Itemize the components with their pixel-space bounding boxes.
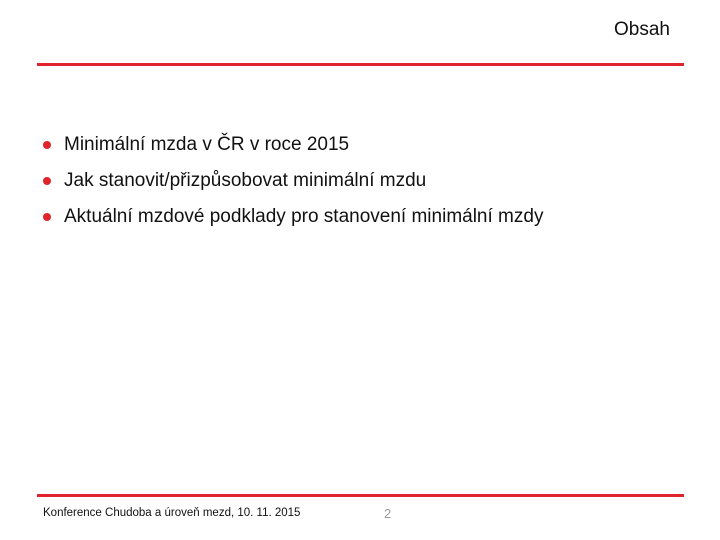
- bullet-dot-icon: [43, 213, 51, 221]
- footer-divider: [37, 494, 684, 497]
- agenda-item-label: Jak stanovit/přizpůsobovat minimální mzdu: [64, 170, 427, 191]
- agenda-list: [43, 127, 543, 235]
- footer-caption: Konference Chudoba a úroveň mezd, 10. 11. 2015: [43, 507, 301, 519]
- agenda-item: [43, 199, 543, 235]
- agenda-item: [43, 163, 543, 199]
- agenda-item-label: Minimální mzda v ČR v roce 2015: [64, 134, 350, 155]
- bullet-dot-icon: [43, 141, 51, 149]
- title-divider: [37, 63, 684, 66]
- slide-title: Obsah: [614, 19, 670, 40]
- agenda-item-label: Aktuální mzdové podklady pro stanovení minimální mzdy: [64, 206, 544, 227]
- page-number: 2: [384, 506, 392, 521]
- agenda-item: [43, 127, 543, 163]
- bullet-dot-icon: [43, 177, 51, 185]
